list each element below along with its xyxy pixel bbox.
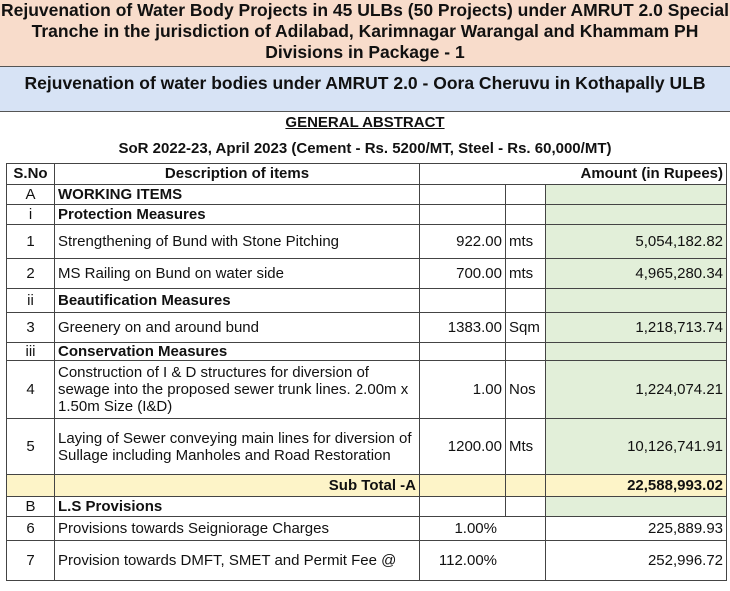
group-label: Beautification Measures: [55, 289, 420, 313]
table-row: [7, 259, 727, 289]
table-row: [7, 343, 727, 361]
item-sno: 2: [7, 259, 55, 289]
item-unit: Mts: [506, 419, 546, 475]
empty-cell: [506, 289, 546, 313]
empty-cell: [546, 185, 727, 205]
header-description: Description of items: [55, 164, 420, 185]
subtotal-label: Sub Total -A: [55, 475, 420, 497]
item-quantity: 1383.00: [420, 313, 506, 343]
table-header-row: [7, 164, 727, 185]
empty-cell: [506, 475, 546, 497]
table-row: [7, 497, 727, 517]
item-description: Laying of Sewer conveying main lines for diversion of Sullage including Manholes and Road Restoration: [55, 419, 420, 475]
table-row: [7, 313, 727, 343]
project-title: Rejuvenation of Water Body Projects in 45 ULBs (50 Projects) under AMRUT 2.0 Special Tranche in the jurisdiction of Adilabad, Karimnagar Warangal and Khammam PH Divisions in Package - 1: [0, 0, 730, 67]
item-description: MS Railing on Bund on water side: [55, 259, 420, 289]
item-quantity: 700.00: [420, 259, 506, 289]
header-amount: Amount (in Rupees): [420, 164, 727, 185]
table-row: [7, 419, 727, 475]
item-sno: 7: [7, 541, 55, 581]
table-row: [7, 185, 727, 205]
item-unit: mts: [506, 225, 546, 259]
item-unit: Nos: [506, 361, 546, 419]
group-label: Protection Measures: [55, 205, 420, 225]
empty-cell: [420, 343, 506, 361]
table-row: [7, 541, 727, 581]
section-sno: B: [7, 497, 55, 517]
item-amount: 1,218,713.74: [546, 313, 727, 343]
group-sno: ii: [7, 289, 55, 313]
item-sno: 1: [7, 225, 55, 259]
table-row: [7, 205, 727, 225]
empty-cell: [506, 185, 546, 205]
subtotal-amount: 22,588,993.02: [546, 475, 727, 497]
item-sno: 4: [7, 361, 55, 419]
item-sno: 3: [7, 313, 55, 343]
group-label: Conservation Measures: [55, 343, 420, 361]
item-quantity: 1.00: [420, 361, 506, 419]
group-sno: iii: [7, 343, 55, 361]
empty-cell: [506, 497, 546, 517]
item-description: Strengthening of Bund with Stone Pitching: [55, 225, 420, 259]
project-subtitle: Rejuvenation of water bodies under AMRUT 2.0 - Oora Cheruvu in Kothapally ULB: [0, 67, 730, 112]
table-row: [7, 517, 727, 541]
item-description: Provisions towards Seigniorage Charges: [55, 517, 420, 541]
item-percentage: 112.00%: [420, 541, 546, 581]
empty-cell: [420, 205, 506, 225]
item-quantity: 922.00: [420, 225, 506, 259]
table-row: [7, 289, 727, 313]
item-amount: 10,126,741.91: [546, 419, 727, 475]
item-amount: 252,996.72: [546, 541, 727, 581]
table-row: [7, 225, 727, 259]
item-sno: 6: [7, 517, 55, 541]
sor-line: SoR 2022-23, April 2023 (Cement - Rs. 5200/MT, Steel - Rs. 60,000/MT): [118, 140, 612, 157]
table-row: [7, 361, 727, 419]
general-abstract-heading: GENERAL ABSTRACT: [285, 114, 445, 131]
item-amount: 1,224,074.21: [546, 361, 727, 419]
item-quantity: 1200.00: [420, 419, 506, 475]
empty-cell: [420, 185, 506, 205]
item-amount: 5,054,182.82: [546, 225, 727, 259]
item-description: Greenery on and around bund: [55, 313, 420, 343]
section-sno: A: [7, 185, 55, 205]
empty-cell: [546, 343, 727, 361]
item-sno: 5: [7, 419, 55, 475]
empty-cell: [420, 475, 506, 497]
subtotal-row: [7, 475, 727, 497]
item-percentage: 1.00%: [420, 517, 546, 541]
item-unit: mts: [506, 259, 546, 289]
item-description: Construction of I & D structures for diversion of sewage into the proposed sewer trunk lines. 2.00m x 1.50m Size (I&D): [55, 361, 420, 419]
header-sno: S.No: [7, 164, 55, 185]
abstract-table: [6, 163, 727, 581]
empty-cell: [546, 497, 727, 517]
item-amount: 4,965,280.34: [546, 259, 727, 289]
empty-cell: [506, 205, 546, 225]
section-label: L.S Provisions: [55, 497, 420, 517]
group-sno: i: [7, 205, 55, 225]
item-unit: Sqm: [506, 313, 546, 343]
item-amount: 225,889.93: [546, 517, 727, 541]
empty-cell: [506, 343, 546, 361]
item-description: Provision towards DMFT, SMET and Permit Fee @: [55, 541, 420, 581]
empty-cell: [420, 497, 506, 517]
empty-cell: [7, 475, 55, 497]
empty-cell: [546, 205, 727, 225]
section-label: WORKING ITEMS: [55, 185, 420, 205]
empty-cell: [546, 289, 727, 313]
empty-cell: [420, 289, 506, 313]
